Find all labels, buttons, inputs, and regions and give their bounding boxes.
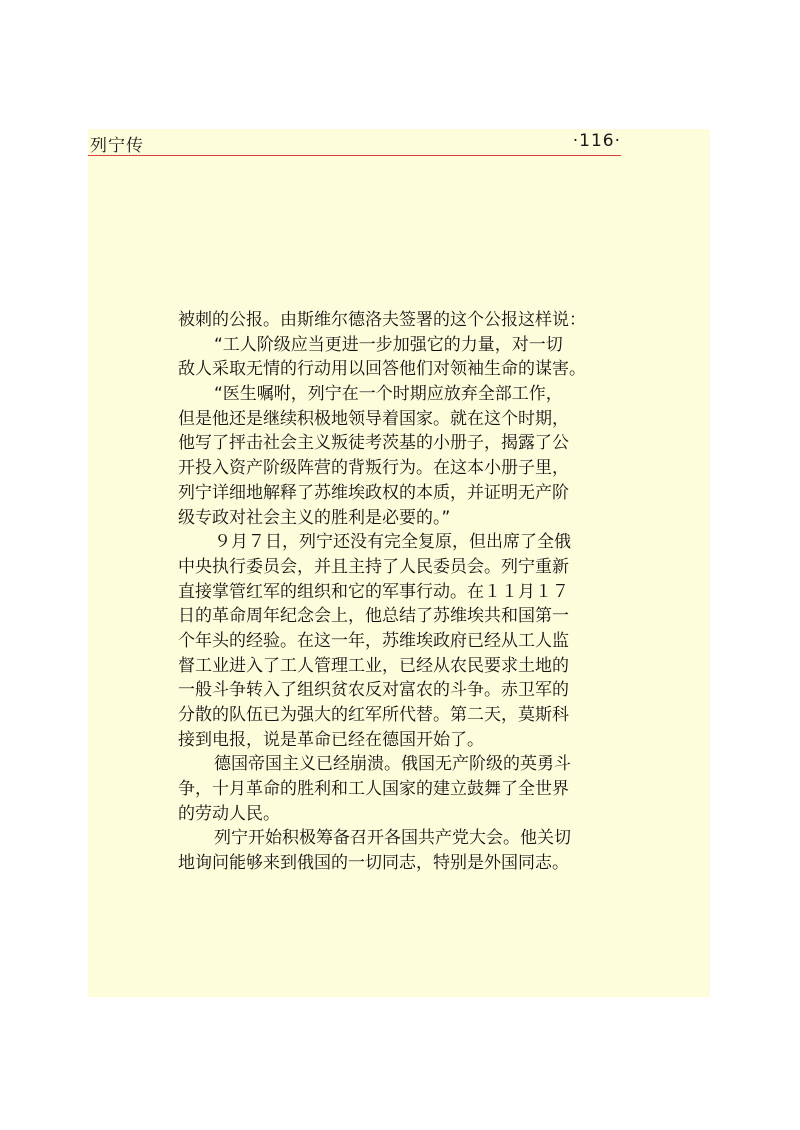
text-line: 他写了抨击社会主义叛徒考茨基的小册子，揭露了公 (178, 433, 569, 454)
text-line: 德国帝国主义已经崩溃。俄国无产阶级的英勇斗 (214, 754, 571, 775)
page-number: ·116· (572, 131, 621, 151)
text-line: 接到电报，说是革命已经在德国开始了。 (178, 729, 484, 750)
text-line: 个年头的经验。在这一年，苏维埃政府已经从工人监 (178, 630, 569, 651)
text-line: “工人阶级应当更进一步加强它的力量，对一切 (214, 334, 563, 355)
book-title: 列宁传 (90, 136, 144, 156)
text-line: 分散的队伍已为强大的红军所代替。第二天，莫斯科 (178, 705, 569, 725)
text-line: 日的革命周年纪念会上，他总结了苏维埃共和国第一 (178, 606, 569, 627)
text-line: 列宁开始积极筹备召开各国共产党大会。他关切 (214, 828, 571, 849)
text-line: 敌人采取无情的行动用以回答他们对领袖生命的谋害。 (178, 359, 586, 380)
text-line: 争，十月革命的胜利和工人国家的建立鼓舞了全世界 (178, 779, 569, 800)
body-text (178, 308, 622, 876)
text-line: 但是他还是继续积极地领导着国家。就在这个时期， (178, 408, 569, 429)
text-line: 级专政对社会主义的胜利是必要的。” (178, 507, 451, 528)
text-line: 一般斗争转入了组织贫农反对富农的斗争。赤卫军的 (178, 680, 569, 701)
text-line: 中央执行委员会，并且主持了人民委员会。列宁重新 (178, 556, 569, 577)
text-line: 的劳动人民。 (178, 803, 280, 824)
header-rule (88, 155, 621, 156)
text-line: “医生嘱咐，列宁在一个时期应放弃全部工作， (214, 384, 563, 405)
text-line: 开投入资产阶级阵营的背叛行为。在这本小册子里， (178, 458, 569, 479)
text-line: 列宁详细地解释了苏维埃政权的本质，并证明无产阶 (178, 482, 569, 503)
text-line: 被刺的公报。由斯维尔德洛夫签署的这个公报这样说： (178, 310, 586, 330)
running-header (90, 131, 621, 156)
text-line: ９月７日，列宁还没有完全复原，但出席了全俄 (214, 532, 571, 553)
text-line: 督工业进入了工人管理工业，已经从农民要求土地的 (178, 655, 569, 676)
text-line: 直接掌管红军的组织和它的军事行动。在１１月１７ (178, 581, 569, 602)
text-line: 地询问能够来到俄国的一切同志，特别是外国同志。 (178, 853, 569, 874)
